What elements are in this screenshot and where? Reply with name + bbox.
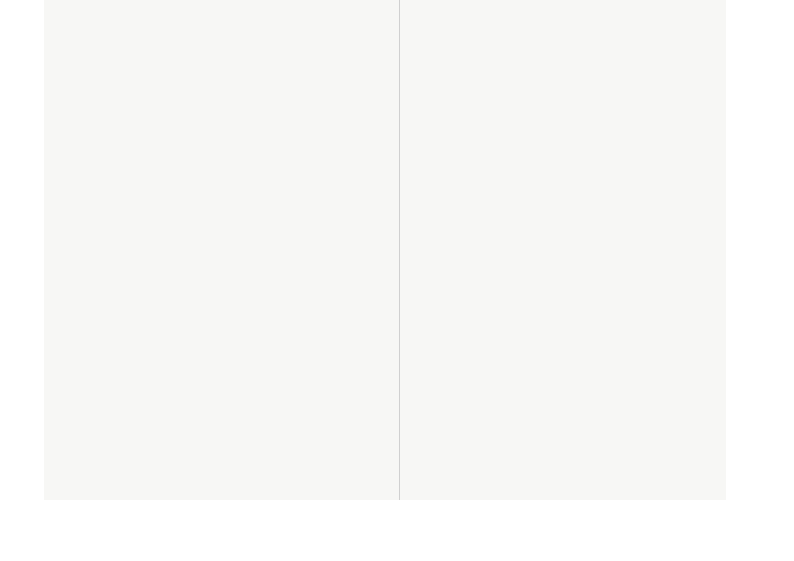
scanned-sheet: [44, 0, 726, 500]
page-divider: [399, 0, 400, 500]
